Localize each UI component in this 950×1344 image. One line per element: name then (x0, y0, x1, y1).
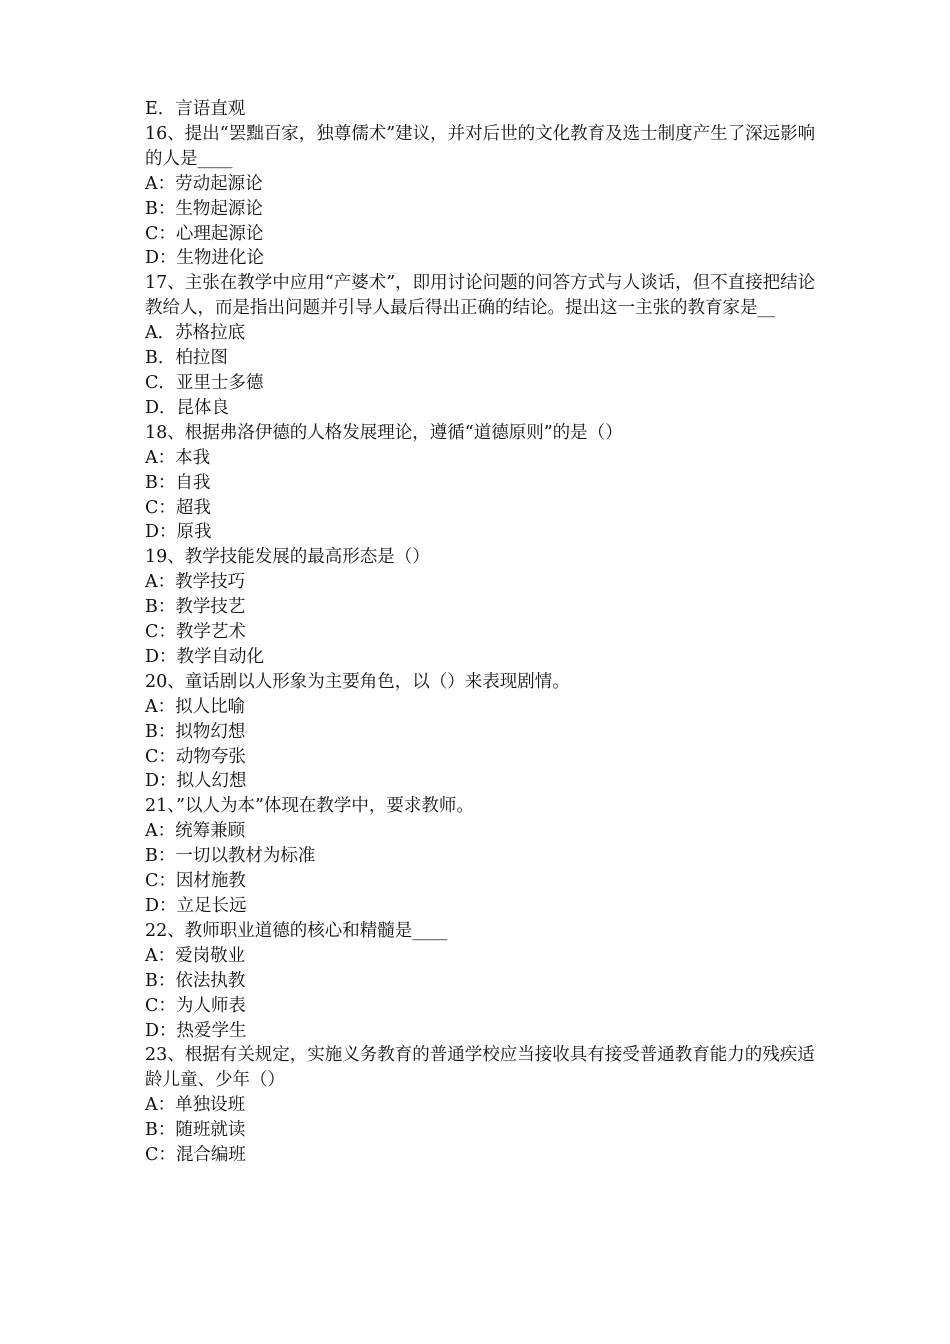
answer-option: B：自我 (145, 472, 211, 493)
answer-option: C：超我 (145, 497, 211, 518)
document-page (145, 97, 825, 1168)
answer-option: E．言语直观 (145, 99, 246, 119)
question-text: 22、教师职业道德的核心和精髓是____ (145, 920, 448, 941)
answer-option: A：拟人比喻 (145, 696, 246, 717)
question-text: 19、教学技能发展的最高形态是（） (145, 547, 430, 568)
answer-option: A：单独设班 (145, 1095, 246, 1116)
answer-option: C：教学艺术 (145, 622, 246, 643)
answer-option: C：动物夸张 (145, 746, 246, 767)
answer-option: C：混合编班 (145, 1145, 246, 1166)
answer-option: C．亚里士多德 (145, 372, 264, 393)
question-text: 17、主张在教学中应用“产婆术”，即用讨论问题的问答方式与人谈话，但不直接把结论教给人，而是指出问题并引导人最后得出正确的结论。提出这一主张的教育家是__ (145, 273, 816, 319)
answer-option: A：统筹兼顾 (145, 821, 246, 842)
answer-option: D：生物进化论 (145, 248, 265, 269)
answer-option: D：拟人幻想 (145, 771, 247, 792)
answer-option: B：生物起源论 (145, 198, 263, 219)
answer-option: A：劳动起源论 (145, 173, 263, 194)
answer-option: D．昆体良 (145, 397, 230, 418)
answer-option: D：教学自动化 (145, 646, 265, 667)
answer-option: B．柏拉图 (145, 348, 228, 369)
answer-option: C：心理起源论 (145, 223, 264, 244)
answer-option: B：一切以教材为标准 (145, 846, 316, 867)
answer-option: A：爱岗敬业 (145, 945, 246, 966)
answer-option: B：依法执教 (145, 970, 246, 991)
question-text: 21、”以人为本”体现在教学中，要求教师。 (145, 796, 474, 817)
answer-option: A：教学技巧 (145, 572, 246, 593)
answer-option: B：教学技艺 (145, 597, 246, 618)
answer-option: A：本我 (145, 447, 211, 468)
answer-option: C：为人师表 (145, 995, 246, 1016)
answer-option: A．苏格拉底 (145, 323, 246, 344)
answer-option: C：因材施教 (145, 871, 246, 892)
question-text: 20、童话剧以人形象为主要角色，以（）来表现剧情。 (145, 671, 570, 692)
question-text: 18、根据弗洛伊德的人格发展理论，遵循“道德原则”的是（） (145, 422, 623, 443)
question-text: 23、根据有关规定，实施义务教育的普通学校应当接收具有接受普通教育能力的残疾适龄儿童、少年（） (145, 1045, 815, 1091)
answer-option: D：立足长远 (145, 896, 247, 916)
answer-option: D：原我 (145, 522, 212, 543)
answer-option: D：热爱学生 (145, 1020, 247, 1041)
answer-option: B：随班就读 (145, 1120, 246, 1141)
question-text: 16、提出“罢黜百家，独尊儒术”建议，并对后世的文化教育及选士制度产生了深远影响的人是____ (145, 123, 816, 169)
answer-option: B：拟物幻想 (145, 721, 246, 742)
